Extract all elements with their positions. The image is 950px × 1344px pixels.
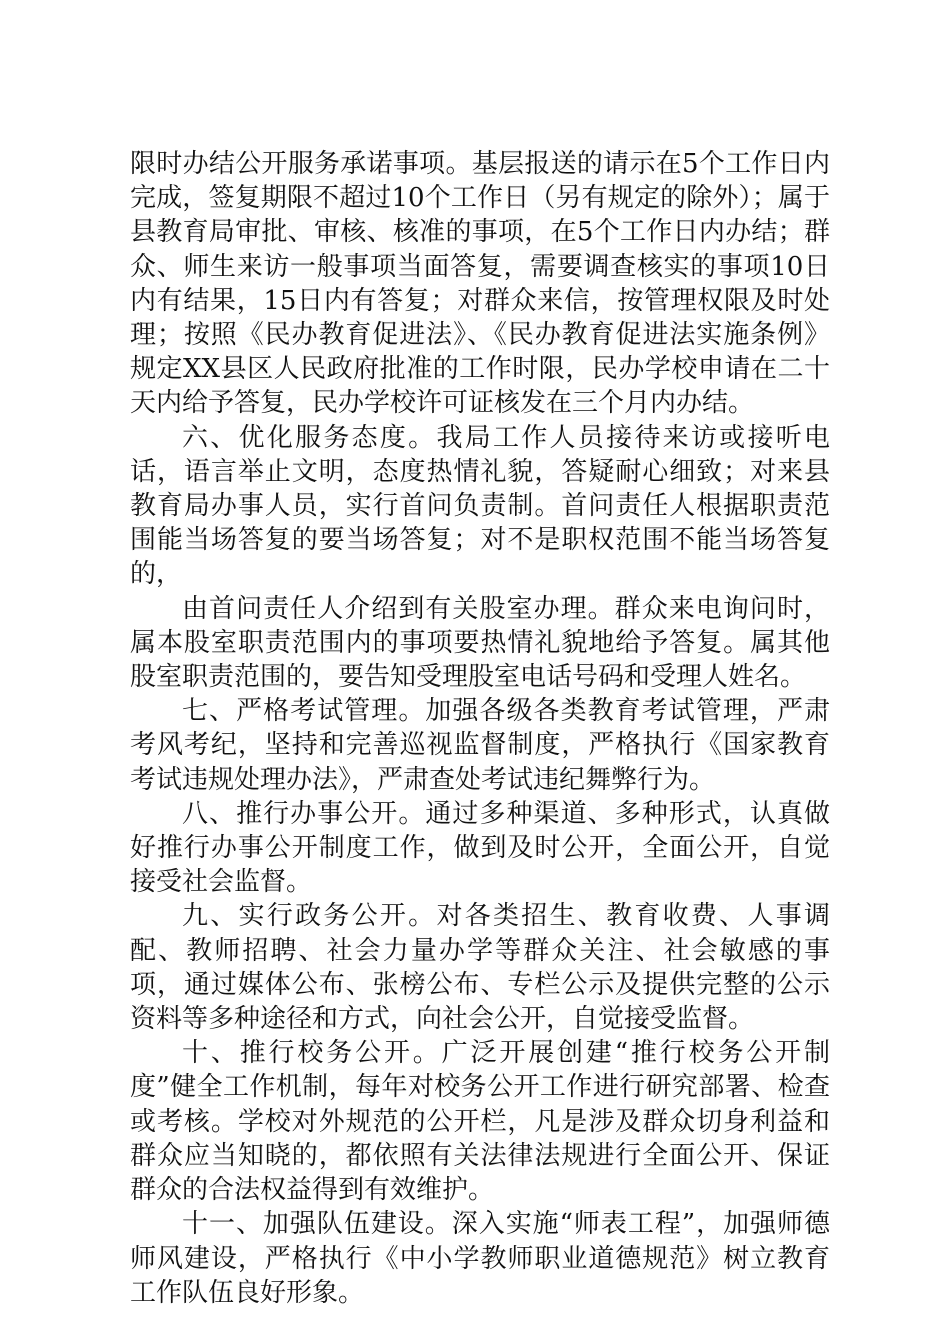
paragraph-affairs-openness: 八、推行办事公开。通过多种渠道、多种形式，认真做好推行办事公开制度工作，做到及时公开，全面公开，自觉接受社会监督。 bbox=[130, 798, 830, 898]
paragraph-time-limit-commitment: 限时办结公开服务承诺事项。基层报送的请示在5个工作日内完成，签复期限不超过10个工作日（另有规定的除外）；属于县教育局审批、审核、核准的事项，在5个工作日内办结；群众、师生来访一般事项当面答复，需要调查核实的事项10日内有结果，15日内有答复；对群众来信，按管理权限及时处理；按照《民办教育促进法》、《民办教育促进法实施条例》规定XX县区人民政府批准的工作时限，民办学校申请在二十天内给予答复，民办学校许可证核发在三个月内办结。 bbox=[130, 149, 830, 419]
paragraph-first-responder: 由首问责任人介绍到有关股室办理。群众来电询问时，属本股室职责范围内的事项要热情礼貌地给予答复。属其他股室职责范围的，要告知受理股室电话号码和受理人姓名。 bbox=[130, 593, 830, 693]
paragraph-school-openness: 十、推行校务公开。广泛开展创建“推行校务公开制度”健全工作机制，每年对校务公开工作进行研究部署、检查或考核。学校对外规范的公开栏，凡是涉及群众切身利益和群众应当知晓的，都依照有关法律法规进行全面公开、保证群众的合法权益得到有效维护。 bbox=[130, 1038, 830, 1206]
paragraph-service-attitude: 六、优化服务态度。我局工作人员接待来访或接听电话，语言举止文明，态度热情礼貌，答疑耐心细致；对来县教育局办事人员，实行首问负责制。首问责任人根据职责范围能当场答复的要当场答复；对不是职权范围不能当场答复的， bbox=[130, 422, 830, 590]
paragraph-government-openness: 九、实行政务公开。对各类招生、教育收费、人事调配、教师招聘、社会力量办学等群众关注、社会敏感的事项，通过媒体公布、张榜公布、专栏公示及提供完整的公示资料等多种途径和方式，向社会公开，自觉接受监督。 bbox=[130, 901, 830, 1035]
paragraph-team-building: 十一、加强队伍建设。深入实施“师表工程”，加强师德师风建设，严格执行《中小学教师职业道德规范》树立教育工作队伍良好形象。 bbox=[130, 1209, 830, 1308]
paragraph-exam-management: 七、严格考试管理。加强各级各类教育考试管理，严肃考风考纪，坚持和完善巡视监督制度，严格执行《国家教育考试违规处理办法》，严肃查处考试违纪舞弊行为。 bbox=[130, 696, 830, 795]
document-body bbox=[130, 147, 830, 1310]
